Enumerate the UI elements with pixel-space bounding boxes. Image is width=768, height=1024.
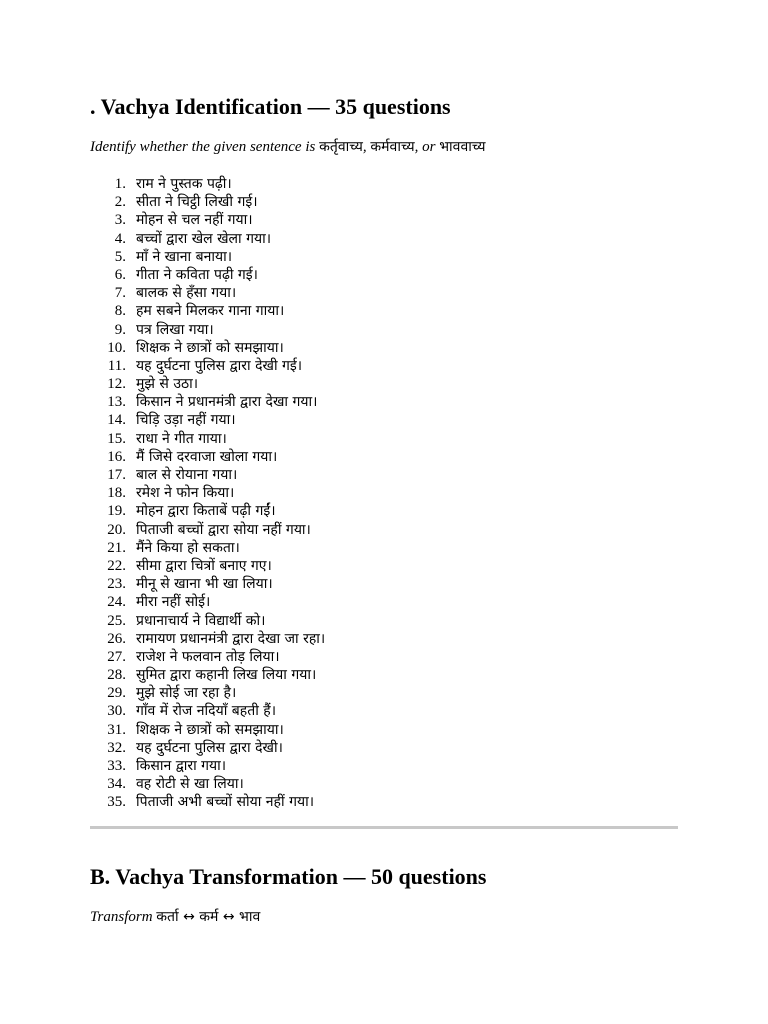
option-karma: कर्म xyxy=(199,909,219,925)
question-text: पत्र लिखा गया। xyxy=(136,321,214,338)
question-text: शिक्षक ने छात्रों को समझाया। xyxy=(136,721,284,738)
question-number: 32. xyxy=(107,739,126,756)
question-number: 5. xyxy=(114,248,126,265)
question-item xyxy=(90,593,650,611)
question-item xyxy=(90,175,650,193)
question-item xyxy=(90,557,650,575)
question-number: 4. xyxy=(114,230,126,247)
question-number: 28. xyxy=(107,667,126,684)
question-text: सुमित द्वारा कहानी लिख लिया गया। xyxy=(136,667,317,684)
option-bhav: भाव xyxy=(239,909,261,925)
question-item xyxy=(90,721,650,739)
question-text: शिक्षक ने छात्रों को समझाया। xyxy=(136,339,284,356)
question-item xyxy=(90,448,650,466)
question-item xyxy=(90,521,650,539)
option-karta: कर्ता xyxy=(156,909,179,925)
question-item xyxy=(90,284,650,302)
question-number: 23. xyxy=(107,576,126,593)
question-number: 11. xyxy=(107,357,126,374)
instruction-lead: Identify whether the given sentence is xyxy=(90,139,316,155)
question-text: राधा ने गीत गाया। xyxy=(136,430,227,447)
question-text: किसान द्वारा गया। xyxy=(136,758,227,774)
question-number: 25. xyxy=(107,612,126,629)
section-a-instruction xyxy=(90,138,486,156)
question-number: 9. xyxy=(114,321,126,338)
question-item xyxy=(90,230,650,248)
question-text: प्रधानाचार्य ने विद्यार्थी को। xyxy=(136,612,266,629)
question-item xyxy=(90,266,650,284)
question-text: किसान ने प्रधानमंत्री द्वारा देखा गया। xyxy=(136,394,318,411)
question-item xyxy=(90,211,650,229)
question-text: माँ ने खाना बनाया। xyxy=(136,248,233,265)
question-number: 31. xyxy=(107,721,126,738)
question-item xyxy=(90,575,650,593)
question-number: 13. xyxy=(107,394,126,411)
question-number: 14. xyxy=(107,412,126,429)
question-number: 22. xyxy=(107,557,126,574)
question-item xyxy=(90,375,650,393)
question-text: मुझे सोई जा रहा है। xyxy=(136,685,237,702)
question-text: मैंने किया हो सकता। xyxy=(136,539,240,556)
question-text: सीता ने चिट्ठी लिखी गई। xyxy=(136,194,258,211)
question-text: मीनू से खाना भी खा लिया। xyxy=(136,576,273,593)
question-number: 2. xyxy=(114,194,126,211)
question-number: 10. xyxy=(107,339,126,356)
option-bhav-vachya: भाववाच्य xyxy=(439,139,486,155)
question-text: गाँव में रोज नदियाँ बहती हैं। xyxy=(136,703,277,720)
question-item xyxy=(90,302,650,320)
question-text: राम ने पुस्तक पढ़ी। xyxy=(136,176,232,192)
question-number: 34. xyxy=(107,776,126,793)
question-number: 19. xyxy=(107,503,126,520)
question-item xyxy=(90,739,650,757)
question-item xyxy=(90,648,650,666)
question-item xyxy=(90,793,650,811)
option-separator: , or xyxy=(414,139,440,155)
question-text: वह रोटी से खा लिया। xyxy=(136,776,244,793)
question-text: मुझे से उठा। xyxy=(136,376,199,393)
question-item xyxy=(90,484,650,502)
question-text: पिताजी बच्चों द्वारा सोया नहीं गया। xyxy=(136,521,311,538)
question-text: मोहन से चल नहीं गया। xyxy=(136,212,253,229)
question-number: 15. xyxy=(107,430,126,447)
question-number: 29. xyxy=(107,685,126,702)
question-text: चिड़ि उड़ा नहीं गया। xyxy=(136,412,236,429)
question-item xyxy=(90,539,650,557)
question-item xyxy=(90,775,650,793)
question-text: बच्चों द्वारा खेल खेला गया। xyxy=(136,230,272,247)
question-number: 30. xyxy=(107,703,126,720)
question-number: 21. xyxy=(107,539,126,556)
question-text: बालक से हँसा गया। xyxy=(136,285,237,302)
question-number: 35. xyxy=(107,794,126,811)
question-item xyxy=(90,502,650,520)
question-text: यह दुर्घटना पुलिस द्वारा देखी। xyxy=(136,739,283,756)
question-text: मोहन द्वारा किताबें पढ़ी गईं। xyxy=(136,503,276,520)
question-number: 7. xyxy=(114,285,126,302)
question-number: 3. xyxy=(114,212,126,229)
question-item xyxy=(90,248,650,266)
section-a-heading: . Vachya Identification — 35 questions xyxy=(90,94,451,119)
question-text: बाल से रोयाना गया। xyxy=(136,467,238,483)
section-b-heading: B. Vachya Transformation — 50 questions xyxy=(90,864,487,889)
question-number: 17. xyxy=(107,467,126,483)
question-item xyxy=(90,630,650,648)
question-text: गीता ने कविता पढ़ी गई। xyxy=(136,266,258,283)
question-item xyxy=(90,339,650,357)
question-item xyxy=(90,357,650,375)
question-item xyxy=(90,321,650,339)
option-separator: , xyxy=(362,139,371,155)
question-number: 6. xyxy=(114,266,126,283)
question-number: 18. xyxy=(107,485,126,502)
option-kartri-vachya: कर्तृवाच्य xyxy=(319,139,363,155)
question-number: 1. xyxy=(114,176,126,192)
section-divider xyxy=(90,826,678,829)
bidirectional-arrow: ↔ xyxy=(218,909,240,925)
question-text: हम सबने मिलकर गाना गाया। xyxy=(136,303,285,320)
question-text: राजेश ने फलवान तोड़ लिया। xyxy=(136,648,280,665)
question-item xyxy=(90,430,650,448)
question-item xyxy=(90,702,650,720)
question-item xyxy=(90,411,650,429)
question-number: 12. xyxy=(107,376,126,393)
question-number: 16. xyxy=(107,448,126,465)
question-item xyxy=(90,193,650,211)
question-item xyxy=(90,757,650,775)
question-item xyxy=(90,612,650,630)
question-number: 33. xyxy=(107,758,126,774)
question-text: मैं जिसे दरवाजा खोला गया। xyxy=(136,448,278,465)
question-text: रमेश ने फोन किया। xyxy=(136,485,235,502)
option-karma-vachya: कर्मवाच्य xyxy=(370,139,415,155)
question-text: यह दुर्घटना पुलिस द्वारा देखी गई। xyxy=(136,357,303,374)
question-item xyxy=(90,466,650,484)
question-text: रामायण प्रधानमंत्री द्वारा देखा जा रहा। xyxy=(136,630,326,647)
question-number: 27. xyxy=(107,648,126,665)
question-list xyxy=(90,175,650,812)
bidirectional-arrow: ↔ xyxy=(178,909,200,925)
question-number: 26. xyxy=(107,630,126,647)
question-item xyxy=(90,393,650,411)
question-item xyxy=(90,684,650,702)
question-number: 8. xyxy=(114,303,126,320)
question-number: 24. xyxy=(107,594,126,611)
question-number: 20. xyxy=(107,521,126,538)
question-text: सीमा द्वारा चित्रों बनाए गए। xyxy=(136,557,272,574)
question-text: मीरा नहीं सोई। xyxy=(136,594,211,611)
question-text: पिताजी अभी बच्चों सोया नहीं गया। xyxy=(136,794,315,811)
section-b-instruction xyxy=(90,908,260,926)
instruction-lead: Transform xyxy=(90,909,153,925)
question-item xyxy=(90,666,650,684)
